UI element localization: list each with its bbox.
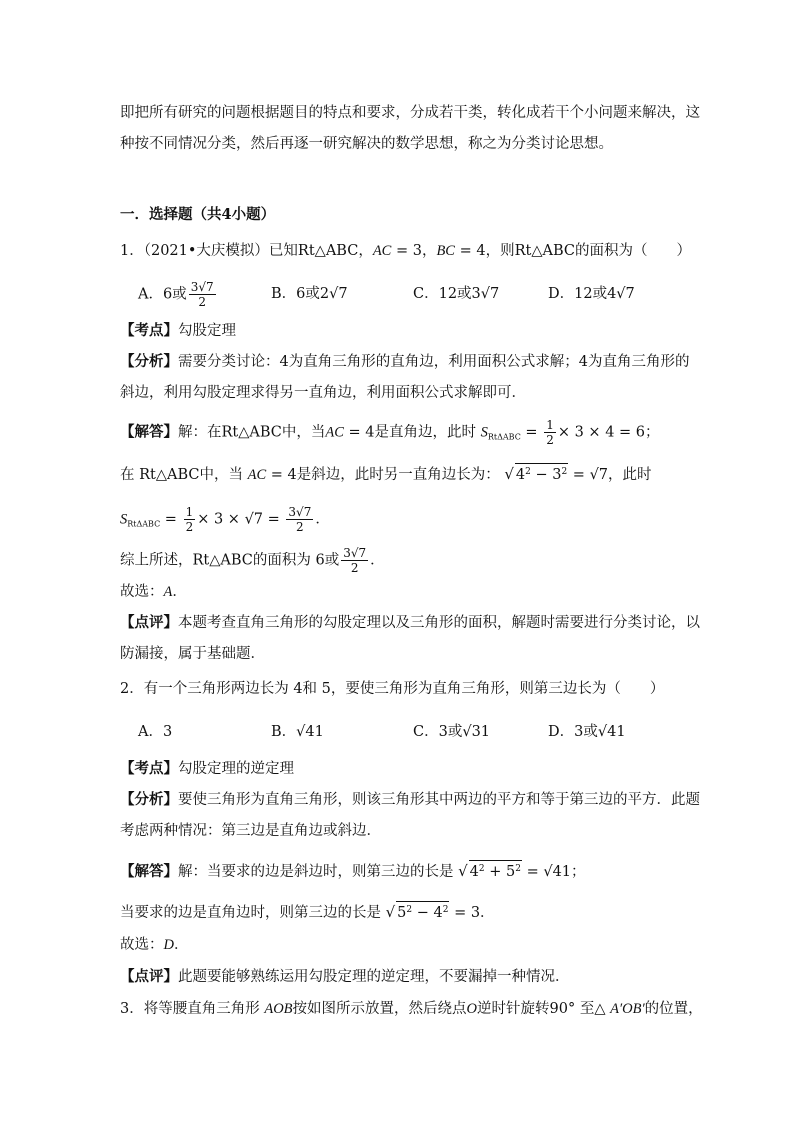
q1-stem: 1．（2021•大庆模拟）已知Rt△ABC，AC = 3，BC = 4，则Rt△ABC的面积为（ ）	[120, 243, 691, 259]
q2-choose: 故选：D．	[120, 937, 189, 953]
q2-fenxi-2: 考虑两种情况：第三边是直角边或斜边．	[120, 823, 381, 839]
q1-fenxi-2: 斜边，利用勾股定理求得另一直角边，利用面积公式求解即可．	[120, 385, 526, 401]
q2-stem: 2．有一个三角形两边长为 4和 5，要使三角形为直角三角形，则第三边长为（ ）	[120, 681, 665, 697]
q2-jieda-2: 当要求的边是直角边时，则第三边的长是 √ $5^2 - 4^2 = 3$．	[120, 903, 495, 921]
q1-choose: 故选：A．	[120, 584, 187, 600]
q2-kaodian: 【考点】勾股定理的逆定理	[120, 760, 294, 777]
q2-option-b[interactable]: B．√41	[271, 724, 324, 740]
q2-option-a[interactable]: A．3	[138, 724, 173, 740]
q2-option-c[interactable]: C．3或√31	[413, 724, 491, 740]
q2-jieda-1: 【解答】解：当要求的边是斜边时，则第三边的长是 √ $4^2 + 5^2 = √41$；	[120, 862, 586, 880]
q1-kaodian: 【考点】勾股定理	[120, 322, 236, 339]
q2-fenxi-1: 【分析】要使三角形为直角三角形，则该三角形其中两边的平方和等于第三边的平方．此题	[120, 791, 700, 808]
q1-jieda-1: 【解答】解：在Rt△ABC中，当AC = 4是直角边，此时 $S_{Rt\Delta ABC}$ = $\frac{1}{2}$ × 3 × 4 = 6；	[120, 418, 660, 447]
q1-summary: 综上所述，Rt△ABC的面积为 6或 $\frac{3√7}{2}$ ．	[120, 546, 385, 575]
q1-option-a[interactable]: A．6或 $\frac{3√7}{2}$	[138, 280, 214, 309]
q1-dianping-2: 防漏接，属于基础题．	[120, 646, 265, 662]
q1-jieda-3: $S_{Rt\Delta ABC}$ = $\frac{1}{2}$ × 3 × √7 = $\frac{3√7}{2}$ ．	[120, 505, 330, 534]
q1-fenxi-1: 【分析】需要分类讨论：4为直角三角形的直角边，利用面积公式求解；4为直角三角形的	[120, 353, 690, 370]
q2-dianping: 【点评】此题要能够熟练运用勾股定理的逆定理，不要漏掉一种情况．	[120, 968, 570, 985]
q1-option-d[interactable]: D．12或4√7	[548, 286, 635, 302]
q1-dianping-1: 【点评】本题考查直角三角形的勾股定理以及三角形的面积，解题时需要进行分类讨论，以	[120, 614, 700, 631]
q2-option-d[interactable]: D．3或√41	[548, 724, 626, 740]
q1-option-c[interactable]: C．12或3√7	[413, 286, 500, 302]
intro-line-2: 种按不同情况分类，然后再逐一研究解决的数学思想，称之为分类讨论思想。	[120, 136, 613, 152]
q1-jieda-2: 在 Rt△ABC中，当 AC = 4是斜边，此时另一直角边长为： √ $4^2 - 3^2 = √7$，此时	[120, 465, 652, 483]
q3-stem: 3．将等腰直角三角形 AOB按如图所示放置，然后绕点O逆时针旋转90° 至△ A′OB′的位置，	[120, 1001, 703, 1017]
fraction: $\frac{3√7}{2}$	[190, 280, 214, 309]
section-title: 一．选择题（共4小题）	[120, 206, 276, 223]
intro-line-1: 即把所有研究的问题根据题目的特点和要求，分成若干类，转化成若干个小问题来解决，这	[120, 105, 700, 121]
q1-option-b[interactable]: B．6或2√7	[271, 286, 348, 302]
